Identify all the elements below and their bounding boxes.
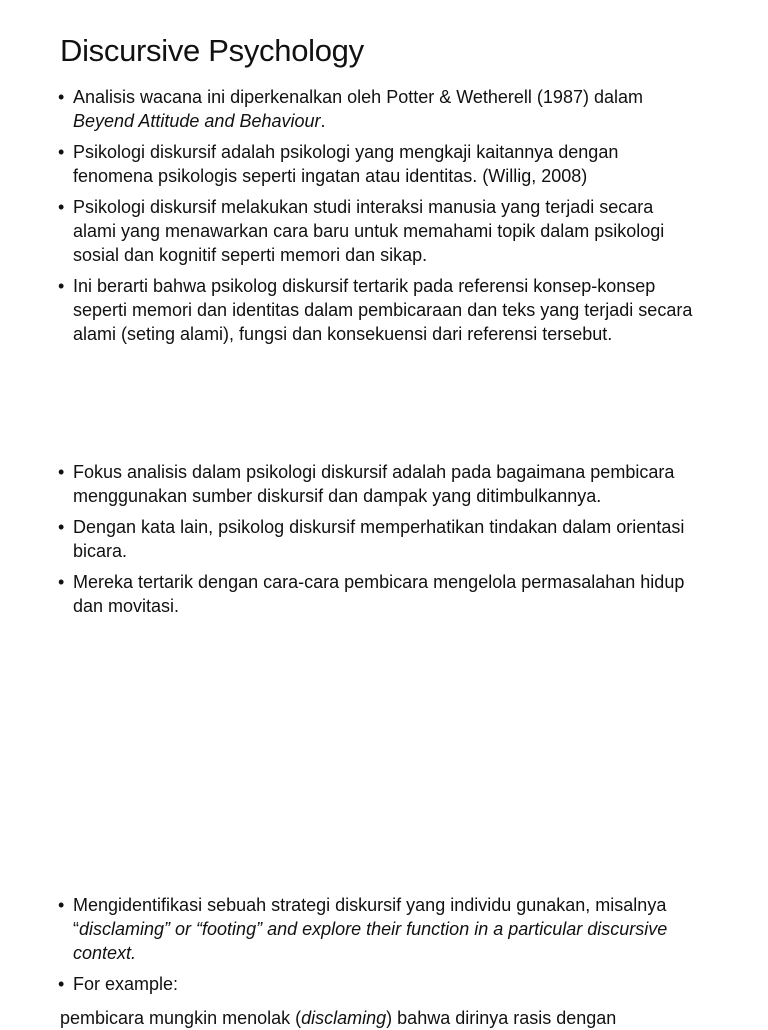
bullet-text: . <box>320 111 326 131</box>
example-text <box>60 1006 616 1030</box>
bullet-text: Psikologi diskursif adalah psikologi yang mengkaji kaitannya dengan fenomena psikologis seperti ingatan atau identitas. (Willig, 2008) <box>73 142 619 186</box>
bullet-text: For example: <box>73 974 179 994</box>
bullet-text: Mereka tertarik dengan cara-cara pembicara mengelola permasalahan hidup dan movitasi. <box>73 572 685 616</box>
bullet-item <box>58 85 698 133</box>
book-title: Beyend Attitude and Behaviour <box>73 111 321 131</box>
bullet-item <box>58 274 698 346</box>
bullet-text: Psikologi diskursif melakukan studi interaksi manusia yang terjadi secara alami yang menawarkan cara baru untuk memahami topik dalam psikologi sosial dan kognitif seperti memori dan sikap. <box>73 197 665 265</box>
example-italic: disclaming <box>301 1008 387 1028</box>
example-text-start: pembicara mungkin menolak ( <box>60 1008 302 1028</box>
bullet-item <box>58 570 698 618</box>
bullet-item <box>58 972 698 996</box>
bullet-item <box>58 140 698 188</box>
bullet-item <box>58 515 698 563</box>
bullet-list-3 <box>58 893 698 1003</box>
bullet-text: Analisis wacana ini diperkenalkan oleh Potter & Wetherell (1987) dalam <box>73 87 643 107</box>
bullet-item <box>58 195 698 267</box>
bullet-text: Ini berarti bahwa psikolog diskursif tertarik pada referensi konsep-konsep seperti memori dan identitas dalam pembicaraan dan teks yang terjadi secara alami (seting alami), fungsi dan konsekuensi dari referensi tersebut. <box>73 276 693 344</box>
example-text-end: ) bahwa dirinya rasis dengan <box>386 1008 617 1028</box>
bullet-item <box>58 460 698 508</box>
bullet-text: Fokus analisis dalam psikologi diskursif adalah pada bagaimana pembicara menggunakan sumber diskursif dan dampak yang ditimbulkannya. <box>73 462 675 506</box>
bullet-text: Dengan kata lain, psikolog diskursif memperhatikan tindakan dalam orientasi bicara. <box>73 517 685 561</box>
page-title: Discursive Psychology <box>60 33 364 68</box>
bullet-list-1 <box>58 85 698 353</box>
bullet-item <box>58 893 698 965</box>
bullet-text: Mengidentifikasi sebuah strategi diskursif yang individu gunakan, misalnya “ <box>73 895 667 939</box>
italic-text: disclaming” or “footing” and explore their function in a particular discursive context. <box>73 919 668 963</box>
bullet-list-2 <box>58 460 698 625</box>
